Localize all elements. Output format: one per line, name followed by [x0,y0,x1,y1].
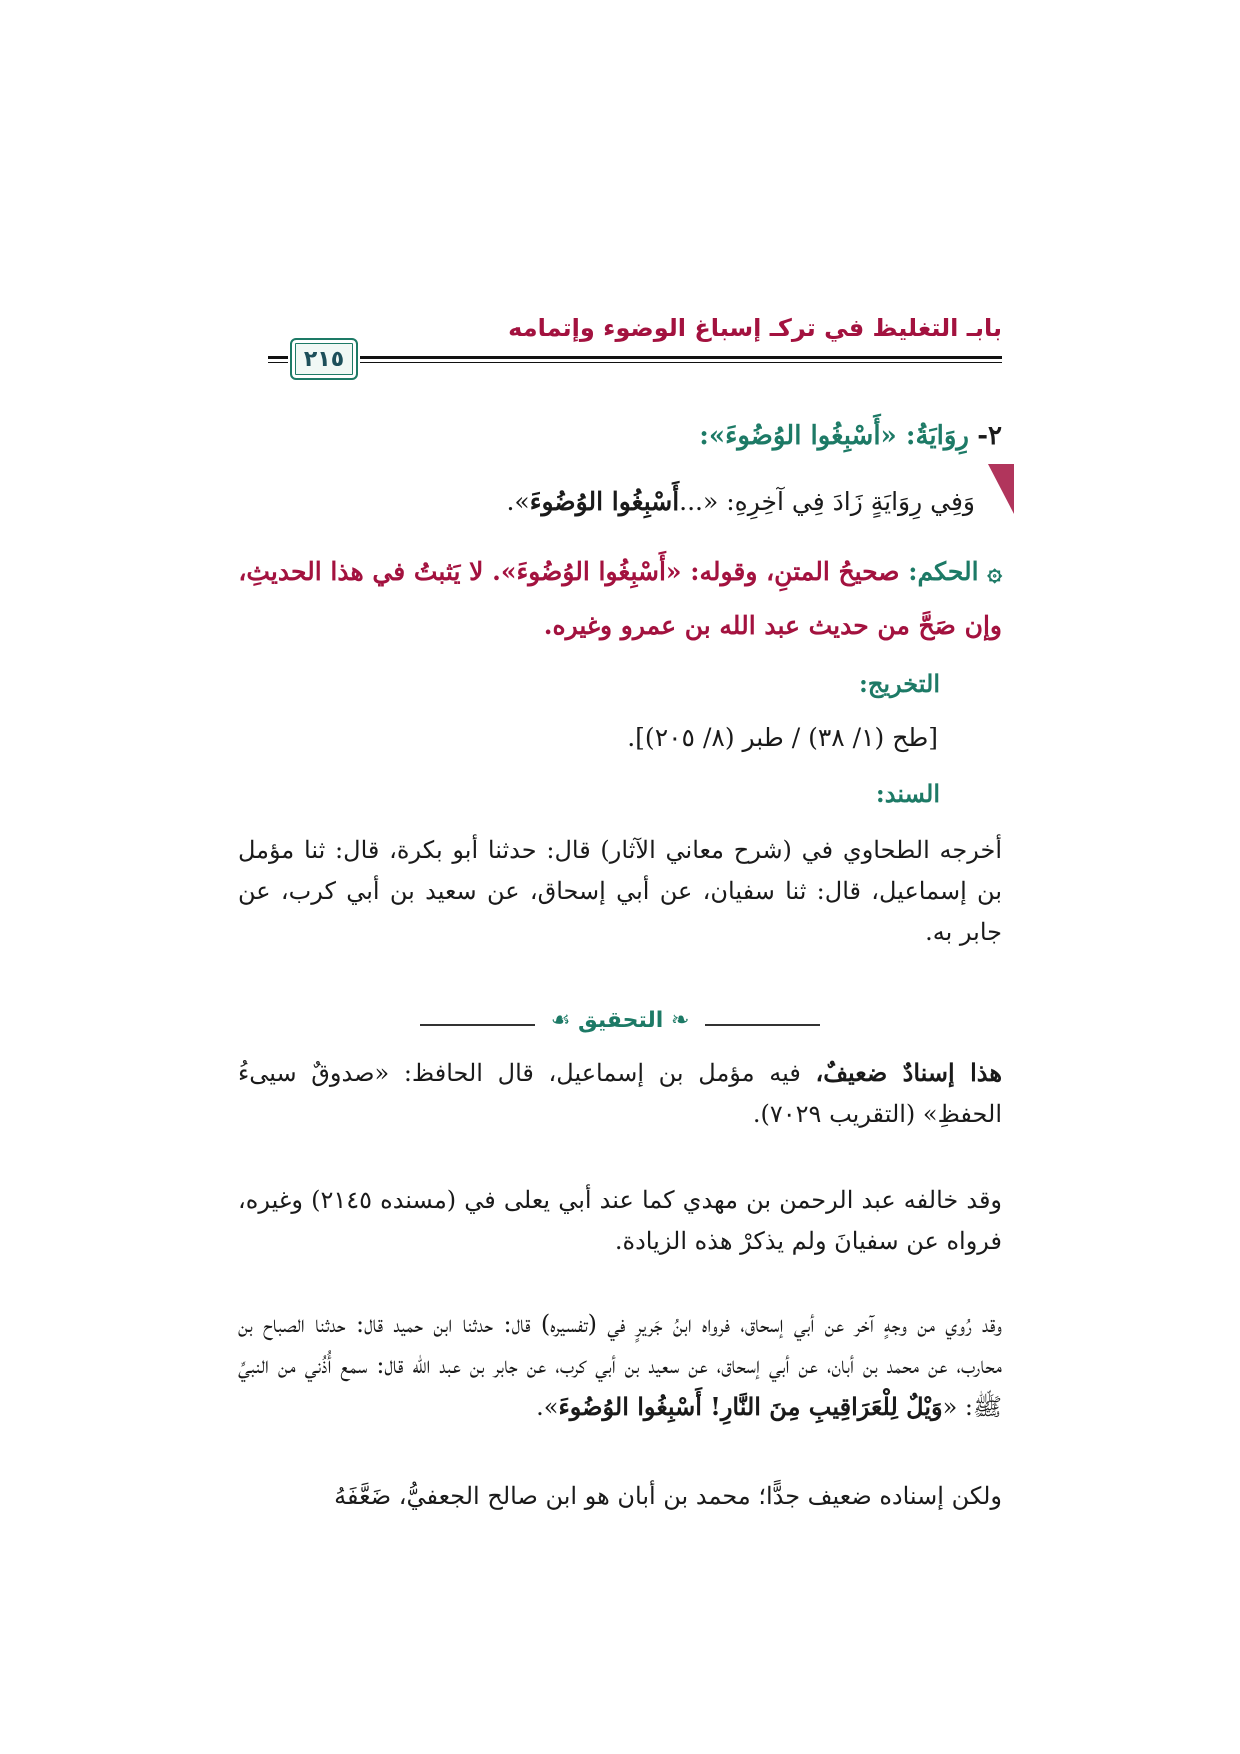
chapter-header: بابـ التغليظ في تركـ إسباغ الوضوء وإتمامه [508,314,1002,342]
takhrij-text: [طح (١/ ٣٨) / طبر (٨/ ٢٠٥)]. [627,723,938,752]
corner-ornament-icon [988,464,1014,514]
tahqiq-p3-suffix: ». [536,1393,559,1421]
sanad-title: السند: [875,779,940,808]
tahqiq-title [420,1008,820,1033]
section-title-text: رِوَايَةُ: «أَسْبِغُوا الوُضُوءَ»: [699,421,969,451]
sanad-paragraph: أخرجه الطحاوي في (شرح معاني الآثار) قال: حدثنا أبو بكرة، قال: ثنا مؤمل بن إسماعيل، قال: ثنا سفيان، عن أبي إسحاق، عن سعيد بن أبي كرب، عن جابر به. [238,836,1002,946]
riwaya-bold: أَسْبِغُوا الوُضُوءَ [529,487,680,516]
divider-ornament-icon: ☙ [550,1008,578,1033]
tahqiq-p3-prefix: وقد رُوي من وجهٍ آخر عن أبي إسحاق، فرواه ابنُ جَريرٍ في (تفسيره) قال: حدثنا ابن حميد قال: حدثنا الصباح بن محارب، عن محمد بن أبان، عن أبي إسحاق، عن سعيد بن أبي كرب، عن جابر بن عبد الله قال: سمع أُذُني من النبيِّ ﷺ: « [238,1310,1002,1421]
hukm-text-1: صحيحُ المتنِ، وقوله: «أَسْبِغُوا الوُضُوءَ». لا يَثبتُ في هذا الحديثِ، [238,557,900,586]
tahqiq-p3-bold: وَيْلٌ لِلْعَرَاقِيبِ مِنَ النَّارِ! أَسْبِغُوا الوُضُوءَ [558,1392,943,1421]
section-title [238,418,1002,454]
tahqiq-paragraph-2: وقد خالفه عبد الرحمن بن مهدي كما عند أبي يعلى في (مسنده ٢١٤٥) وغيره، فرواه عن سفيانَ ولم يذكرْ هذه الزيادة. [238,1186,1003,1255]
page-number: ٢١٥ [303,346,345,372]
tahqiq-paragraph-3 [238,1304,1002,1428]
tahqiq-divider [420,1010,820,1040]
section-number: ٢- [977,421,1002,451]
page-number-frame [290,338,358,380]
hukm-ornament-icon: ۞ [987,557,1002,586]
tahqiq-p1-bold: هذا إسنادٌ ضعيفٌ، [815,1058,1002,1087]
tahqiq-paragraph-4: ولكن إسناده ضعيف جدًّا؛ محمد بن أبان هو ابن صالح الجعفيُّ، ضَعَّفَهُ [334,1482,1002,1510]
riwaya-suffix: ». [506,487,530,516]
hukm-label: الحكم: [908,557,979,586]
divider-ornament-icon: ❧ [663,1008,690,1033]
riwaya-line [238,484,975,520]
tahqiq-paragraph-1 [238,1052,1002,1135]
hukm-line-1 [238,554,1002,590]
riwaya-prefix: وَفِي رِوَايَةٍ زَادَ فِي آخِرِهِ: «... [679,487,975,516]
takhrij-title: التخريج: [859,669,940,698]
tahqiq-title-text: التحقيق [578,1008,664,1033]
hukm-line-2: وإن صَحَّ من حديث عبد الله بن عمرو وغيره. [543,611,1002,640]
tahqiq-p1-rest: فيه مؤمل بن إسماعيل، قال الحافظ: «صدوقٌ سيىءُ الحفظِ» (التقريب ٧٠٢٩). [238,1059,1002,1128]
header-rule-thin [268,362,1002,363]
page-number-badge [288,336,360,382]
header-rule-thick [268,356,1002,359]
